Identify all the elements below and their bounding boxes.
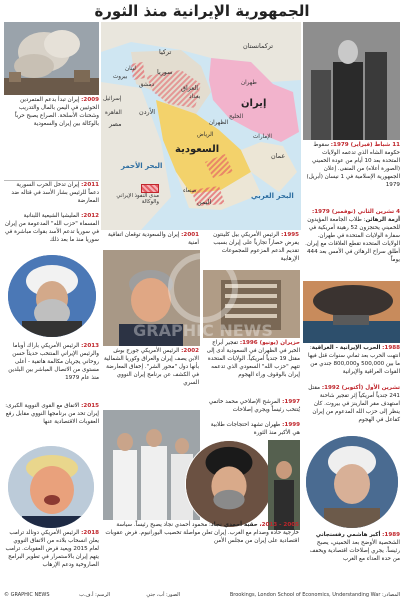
label-riyadh: الرياض — [197, 132, 214, 138]
label-gulf: الخليج — [229, 114, 244, 120]
label-iraq: العراق — [181, 84, 199, 92]
event-1979-feb: 11 شباط (فبراير) 1979: سقوط حكومة الشاه الذي تدعمه الولايات المتحدة بعد 10 أيام من عودة الخميني (الصورة أعلاه) من المنفى. إعلان الجمهورية الإسلامية في 1 نيسان (أبريل) 1979 — [306, 142, 400, 188]
photo-explosion — [4, 22, 99, 95]
event-2015: 2015: الاتفاق مع القوى النووية الكبرى: إيران تحد من برنامجها النووي مقابل رفع العقوبات الاقتصادية عنها — [5, 403, 99, 425]
photo-oil-fire — [303, 281, 400, 343]
label-syria: سوريا — [157, 68, 173, 76]
map-legend — [105, 184, 159, 205]
event-2018: 2018: الرئيس الأمريكي دونالد ترامب يعلن انسحاب بلاده من الاتفاق النووي لعام 2015 ويعيد فرض العقوبات. ترامب يتهم إيران بالاستمرار في تطوير البرامج الصاروخية ودعم الإرهاب — [5, 530, 99, 568]
photo-khatami — [185, 440, 273, 528]
label-turkmenistan: تركمانستان — [243, 42, 274, 50]
event-1988: 1988: الحرب الإيرانية - العراقية: انتهت الحرب بعد ثماني سنوات قتل فيها ما بين 500,000 و800,000 جندي من القوات العراقية والإيرانية — [308, 345, 400, 375]
event-1996: حزيران (يونيو) 1996: تفجير أبراج الخبر في الظهران في السعودية أدى إلى مقتل 19 جندياً أمريكياً. الولايات المتحدة تتهم "حزب الله" السعودي الذي تدعمه إيران بالوقوف وراء الهجوم — [206, 340, 300, 378]
event-1999: 1999: طهران تشهد احتجاجات طلابية هي الأكبر منذ الثورة — [210, 422, 300, 436]
label-lebanon: لبنان — [125, 66, 136, 72]
photo-ahmadinejad — [103, 410, 200, 520]
event-1979-nov: 4 تشرين الثاني (نوفمبر) 1979: أزمة الرهائن: طلاب الجامعة المؤيدون للخميني يحتجزون 52 رهينة أمريكية في سفارة الولايات المتحدة في طهران. الولايات المتحدة تقطع العلاقات مع إيران. أطلق سراح الرهائن في الأمس بعد 444 يوماً — [305, 209, 400, 263]
event-2012: 2012: المليشيا الشيعية اللبنانية المسماة "حزب الله" المدعومة من إيران في سوريا تدعم الأسد بقوات مباشرة في سوريا منذ ما بعد ذلك — [4, 213, 99, 243]
label-uae: الإمارات — [253, 134, 272, 140]
footer-photos: الصور: أب، جتي — [146, 592, 180, 598]
event-2013: 2013: الرئيس الأمريكي باراك أوباما والرئيس الإيراني المنتخب حديثاً حسن روحاني يجريان مكالمة هاتفية - أعلى مستوى من الاتصال المباشر بين البلدين منذ عام 1979 — [8, 343, 99, 381]
event-2005: 2005 - 2013، حقبة أحمدي نجاد: محمود أحمدي نجاد يصبح رئيساً. سياسة خارجية حادة وصدام مع الغرب. إيران تعلن مواصلة تخصيب اليورانيوم. فرض عقوبات اقتصادية على إيران من مجلس الأمن — [105, 522, 299, 544]
photo-khobar-towers — [203, 270, 300, 338]
label-damascus: دمشق — [139, 82, 155, 88]
event-2001: 2001: إيران والسعودية توقعان اتفاقية أمنية — [107, 232, 199, 246]
label-cairo: القاهرة — [105, 110, 122, 116]
watermark-text: GRAPHIC NEWS — [133, 321, 273, 340]
label-dhahran: الظهران — [209, 120, 229, 126]
event-1995: 1995: الرئيس الأمريكي بيل كلينتون يفرض حصاراً تجارياً على إيران بسبب تقديم الدعم المزعوم للمجموعات الإرهابية — [213, 232, 299, 262]
event-2002: 2002: الرئيس الأمريكي جورج بوش الابن يصف إيران والعراق وكوريا الشمالية بأنها دول "محور الشر". إخفاق المعارضة في الكشف عن برنامج إيران النووي السري — [104, 348, 199, 386]
label-arabian-sea: البحر العربي — [251, 192, 294, 200]
event-2011: 2011: إيران تدخل الحرب السورية دعماً للرئيس بشار الأسد في قتاله ضد المعارضة — [11, 182, 99, 204]
legend-swatch — [141, 184, 159, 193]
event-1997: 1997: المرشح الإصلاحي محمد خاتمي يُنتخب رئيساً ويجري إصلاحات — [208, 399, 300, 413]
label-jordan: الأردن — [139, 108, 156, 116]
label-oman: عمان — [271, 152, 286, 160]
photo-rouhani — [8, 255, 96, 337]
page-title: الجمهورية الإيرانية منذ الثورة — [94, 2, 310, 20]
footer-author: الرسم: أ.ف.ب — [79, 592, 110, 598]
label-baghdad: بغداد — [189, 94, 201, 100]
photo-khomeini — [303, 22, 400, 140]
label-iran: إيران — [241, 98, 267, 109]
region-map — [101, 22, 301, 230]
photo-rafsanjani — [306, 436, 398, 528]
photo-trump — [8, 446, 94, 528]
footer-credit: © GRAPHIC NEWS — [4, 592, 50, 598]
label-tehran: طهران — [241, 80, 257, 86]
legend-label: مدى النفوذ الإيراني والوكالة — [116, 193, 159, 205]
label-red-sea: البحر الأحمر — [121, 162, 163, 170]
event-2009: 2009: إيران تبدأ بدعم المتمردين الحوثيين في اليمن بالمال والتدريب وشحنات الأسلحة. الصراع يصبح حرباً بالوكالة بين إيران والسعودية — [14, 97, 99, 127]
event-1989: 1989: أكبر هاشمي رفسنجاني الشخصية الأوضح بعد الخميني، يصبح رئيساً. يجري إصلاحات اقتصادية ويخفف من حدة العداء مع الغرب — [309, 532, 400, 562]
photo-bush — [103, 250, 200, 346]
event-1992: تشرين الأول (أكتوبر) 1992: مقتل 241 جندياً أمريكياً إثر تفجير شاحنة استهدف مقر المارينز في بيروت. كان ينظر إلى حزب الله المدعوم من إيران كفاعل في الهجوم — [308, 385, 400, 423]
label-turkey: تركيا — [159, 48, 172, 56]
label-israel: إسرائيل — [103, 96, 122, 102]
label-yemen: اليمن — [197, 198, 212, 206]
photo-student-protest — [268, 440, 300, 530]
label-beirut: بيروت — [113, 74, 128, 80]
label-egypt: مصر — [109, 120, 122, 128]
footer-sources: المصادر: Brookings, London School of Economics, Understanding War — [229, 592, 400, 598]
label-sanaa: صنعاء — [183, 188, 197, 194]
label-saudi: السعودية — [175, 144, 220, 155]
